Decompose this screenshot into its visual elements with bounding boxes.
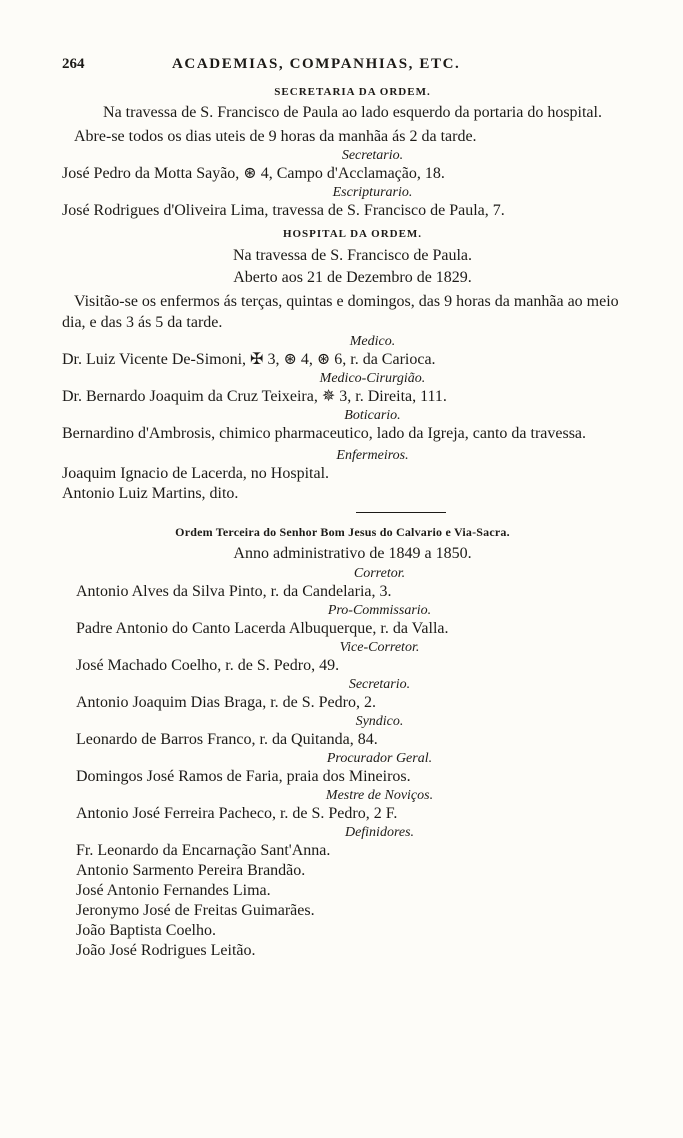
role-person: Antonio José Ferreira Pacheco, r. de S. Pedro, 2 F.: [76, 805, 398, 822]
role-title: Enfermeiros.: [336, 448, 409, 463]
page-number: 264: [62, 56, 85, 72]
section-divider: [356, 512, 446, 513]
role-person: Joaquim Ignacio de Lacerda, no Hospital.: [62, 465, 330, 482]
role-person: José Antonio Fernandes Lima.: [76, 882, 271, 899]
secretaria-section: [62, 82, 643, 221]
role-person: Dr. Luiz Vicente De-Simoni, ✠ 3, ⊛ 4, ⊛ 6, r. da Carioca.: [62, 351, 436, 368]
secretaria-address: Na travessa de S. Francisco de Paula ao lado esquerdo da portaria do hospital.: [103, 104, 602, 121]
hospital-visits: Visitão-se os enfermos ás terças, quintas e domingos, das 9 horas da manhãa ao meio dia, e das 3 ás 5 da tarde.: [62, 293, 619, 331]
role-person: Antonio Alves da Silva Pinto, r. da Candelaria, 3.: [76, 583, 392, 600]
role-person: Jeronymo José de Freitas Guimarães.: [76, 902, 315, 919]
role-person: Padre Antonio do Canto Lacerda Albuquerque, r. da Valla.: [76, 620, 449, 637]
hospital-address: Na travessa de S. Francisco de Paula.: [232, 247, 473, 264]
ordem-roles: [62, 565, 643, 961]
ordem-section: [62, 521, 643, 961]
role-title: Escripturario.: [332, 185, 413, 200]
role-person: José Rodrigues d'Oliveira Lima, travessa de S. Francisco de Paula, 7.: [62, 202, 505, 219]
role-title: Medico-Cirurgião.: [319, 371, 426, 386]
role-title: Mestre de Noviços.: [325, 788, 434, 803]
role-person: Domingos José Ramos de Faria, praia dos Mineiros.: [76, 768, 411, 785]
role-title: Medico.: [349, 334, 396, 349]
role-person: Leonardo de Barros Franco, r. da Quitanda, 84.: [76, 731, 378, 748]
role-title: Vice-Corretor.: [339, 640, 420, 655]
ordem-year: Anno administrativo de 1849 a 1850.: [233, 545, 472, 562]
page-header: [62, 56, 643, 82]
role-person: José Machado Coelho, r. de S. Pedro, 49.: [76, 657, 340, 674]
hospital-section: [62, 223, 643, 504]
role-title: Syndico.: [355, 714, 404, 729]
role-person: Antonio Luiz Martins, dito.: [62, 485, 239, 502]
role-title: Boticario.: [344, 408, 401, 423]
role-person: Dr. Bernardo Joaquim da Cruz Teixeira, ✵ 3, r. Direita, 111.: [62, 388, 447, 405]
role-person: João José Rodrigues Leitão.: [76, 942, 256, 959]
role-title: Pro-Commissario.: [327, 603, 432, 618]
role-title: Corretor.: [353, 566, 406, 581]
role-title: Procurador Geral.: [326, 751, 433, 766]
role-person: Fr. Leonardo da Encarnação Sant'Anna.: [76, 842, 331, 859]
hospital-heading: HOSPITAL DA ORDEM.: [282, 228, 423, 240]
role-person: Bernardino d'Ambrosis, chimico pharmaceutico, lado da Igreja, canto da travessa.: [62, 425, 587, 442]
role-title: Secretario.: [348, 677, 411, 692]
role-person: José Pedro da Motta Sayão, ⊛ 4, Campo d'Acclamação, 18.: [62, 165, 445, 182]
secretaria-heading: SECRETARIA DA ORDEM.: [274, 86, 431, 98]
role-person: Antonio Joaquim Dias Braga, r. de S. Pedro, 2.: [76, 694, 376, 711]
hospital-founded: Aberto aos 21 de Dezembro de 1829.: [233, 269, 472, 286]
role-title: Secretario.: [341, 148, 404, 163]
role-title: Definidores.: [344, 825, 415, 840]
ordem-title: Ordem Terceira do Senhor Bom Jesus do Calvario e Via-Sacra.: [175, 525, 510, 539]
role-person: João Baptista Coelho.: [76, 922, 216, 939]
role-person: Antonio Sarmento Pereira Brandão.: [76, 862, 306, 879]
running-title: ACADEMIAS, COMPANHIAS, ETC.: [172, 56, 461, 72]
secretaria-hours: Abre-se todos os dias uteis de 9 horas da manhãa ás 2 da tarde.: [74, 128, 477, 145]
